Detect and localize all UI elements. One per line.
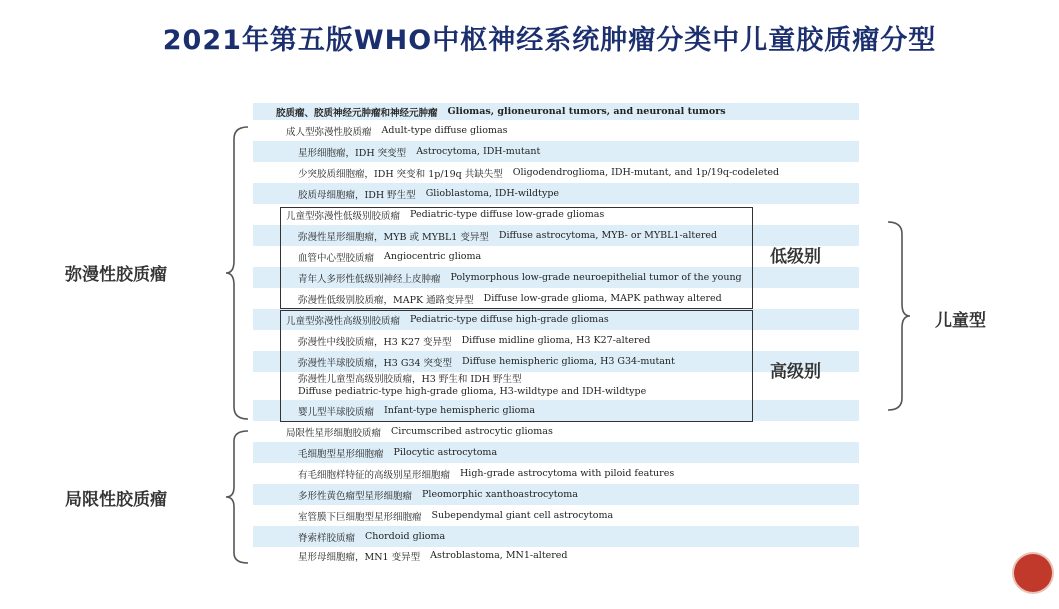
row-zh: 少突胶质细胞瘤，IDH 突变和 1p/19q 共缺失型 — [298, 168, 503, 180]
row-zh: 成人型弥漫性胶质瘤 — [286, 126, 372, 138]
row-en: Pleomorphic xanthoastrocytoma — [422, 489, 578, 500]
row-en: Adult-type diffuse gliomas — [381, 125, 508, 136]
row-zh: 弥漫性半球胶质瘤，H3 G34 突变型 — [298, 357, 453, 369]
high-grade-label: 高级别 — [770, 362, 821, 382]
row-en: Infant-type hemispheric glioma — [384, 405, 536, 416]
high-grade-box — [280, 310, 753, 422]
row-en: High-grade astrocytoma with piloid features — [460, 468, 675, 479]
row-zh: 弥漫性中线胶质瘤，H3 K27 变异型 — [298, 336, 452, 348]
row-zh: 室管膜下巨细胞型星形细胞瘤 — [298, 511, 422, 523]
row-en: Polymorphous low-grade neuroepithelial tumor of the young — [450, 272, 742, 283]
row-en: Astroblastoma, MN1-altered — [430, 550, 568, 561]
low-grade-box — [280, 207, 753, 309]
row-zh: 星形母细胞瘤，MN1 变异型 — [298, 551, 421, 563]
row-zh: 青年人多形性低级别神经上皮肿瘤 — [298, 273, 441, 285]
row-en: Diffuse midline glioma, H3 K27-altered — [461, 335, 651, 346]
row-zh: 弥漫性儿童型高级别胶质瘤，H3 野生和 IDH 野生型 — [298, 374, 522, 385]
row-zh: 弥漫性星形细胞瘤，MYB 或 MYBL1 变异型 — [298, 231, 489, 243]
pediatric-brace — [884, 220, 914, 412]
row-zh: 脊索样胶质瘤 — [298, 532, 356, 544]
row-zh: 星形细胞瘤，IDH 突变型 — [298, 147, 407, 159]
row-en: Circumscribed astrocytic gliomas — [391, 426, 553, 437]
row-zh: 儿童型弥漫性低级别胶质瘤 — [286, 210, 401, 222]
table-row — [253, 141, 859, 162]
table-row — [253, 463, 859, 484]
row-zh: 毛细胞型星形细胞瘤 — [298, 448, 384, 460]
pediatric-type-label: 儿童型 — [935, 311, 986, 331]
circumscribed-brace — [224, 429, 254, 565]
table-row — [253, 484, 859, 505]
circumscribed-glioma-label: 局限性胶质瘤 — [65, 490, 167, 510]
low-grade-label: 低级别 — [770, 247, 821, 267]
table-row — [253, 526, 859, 547]
row-en: Angiocentric glioma — [384, 251, 482, 262]
table-row — [253, 442, 859, 463]
row-zh: 胶质瘤、胶质神经元肿瘤和神经元肿瘤 — [276, 107, 438, 119]
table-row — [253, 547, 859, 564]
row-zh: 胶质母细胞瘤，IDH 野生型 — [298, 189, 416, 201]
row-en: Diffuse low-grade glioma, MAPK pathway altered — [483, 293, 722, 304]
row-zh: 有毛细胞样特征的高级别星形细胞瘤 — [298, 469, 451, 481]
table-row — [253, 183, 859, 204]
row-zh: 血管中心型胶质瘤 — [298, 252, 375, 264]
row-zh: 多形性黄色瘤型星形细胞瘤 — [298, 490, 413, 502]
table-row — [253, 103, 859, 120]
row-en: Diffuse pediatric-type high-grade glioma, H3-wildtype and IDH-wildtype — [298, 386, 647, 397]
table-row — [253, 505, 859, 526]
row-en: Subependymal giant cell astrocytoma — [431, 510, 614, 521]
slide-title: 2021年第五版WHO中枢神经系统肿瘤分类中儿童胶质瘤分型 — [162, 25, 937, 56]
row-zh: 弥漫性低级别胶质瘤，MAPK 通路变异型 — [298, 294, 474, 306]
table-row — [253, 162, 859, 183]
row-en: Glioblastoma, IDH-wildtype — [425, 188, 560, 199]
row-zh: 局限性星形细胞胶质瘤 — [286, 427, 382, 439]
row-zh: 婴儿型半球胶质瘤 — [298, 406, 375, 418]
table-row — [253, 421, 859, 442]
table-row — [253, 120, 859, 141]
row-en: Chordoid glioma — [365, 531, 446, 542]
diffuse-brace — [224, 125, 254, 421]
row-en: Diffuse astrocytoma, MYB- or MYBL1-altered — [498, 230, 718, 241]
row-en: Pediatric-type diffuse high-grade gliomas — [410, 314, 609, 325]
row-en: Gliomas, glioneuronal tumors, and neuronal tumors — [447, 106, 726, 117]
logo-seal — [1014, 554, 1052, 592]
row-en: Pediatric-type diffuse low-grade gliomas — [410, 209, 605, 220]
row-en: Diffuse hemispheric glioma, H3 G34-mutant — [462, 356, 675, 367]
row-en: Astrocytoma, IDH-mutant — [416, 146, 541, 157]
diffuse-glioma-label: 弥漫性胶质瘤 — [65, 265, 167, 285]
row-zh: 儿童型弥漫性高级别胶质瘤 — [286, 315, 401, 327]
row-en: Oligodendroglioma, IDH-mutant, and 1p/19q-codeleted — [512, 167, 780, 178]
row-en: Pilocytic astrocytoma — [393, 447, 498, 458]
